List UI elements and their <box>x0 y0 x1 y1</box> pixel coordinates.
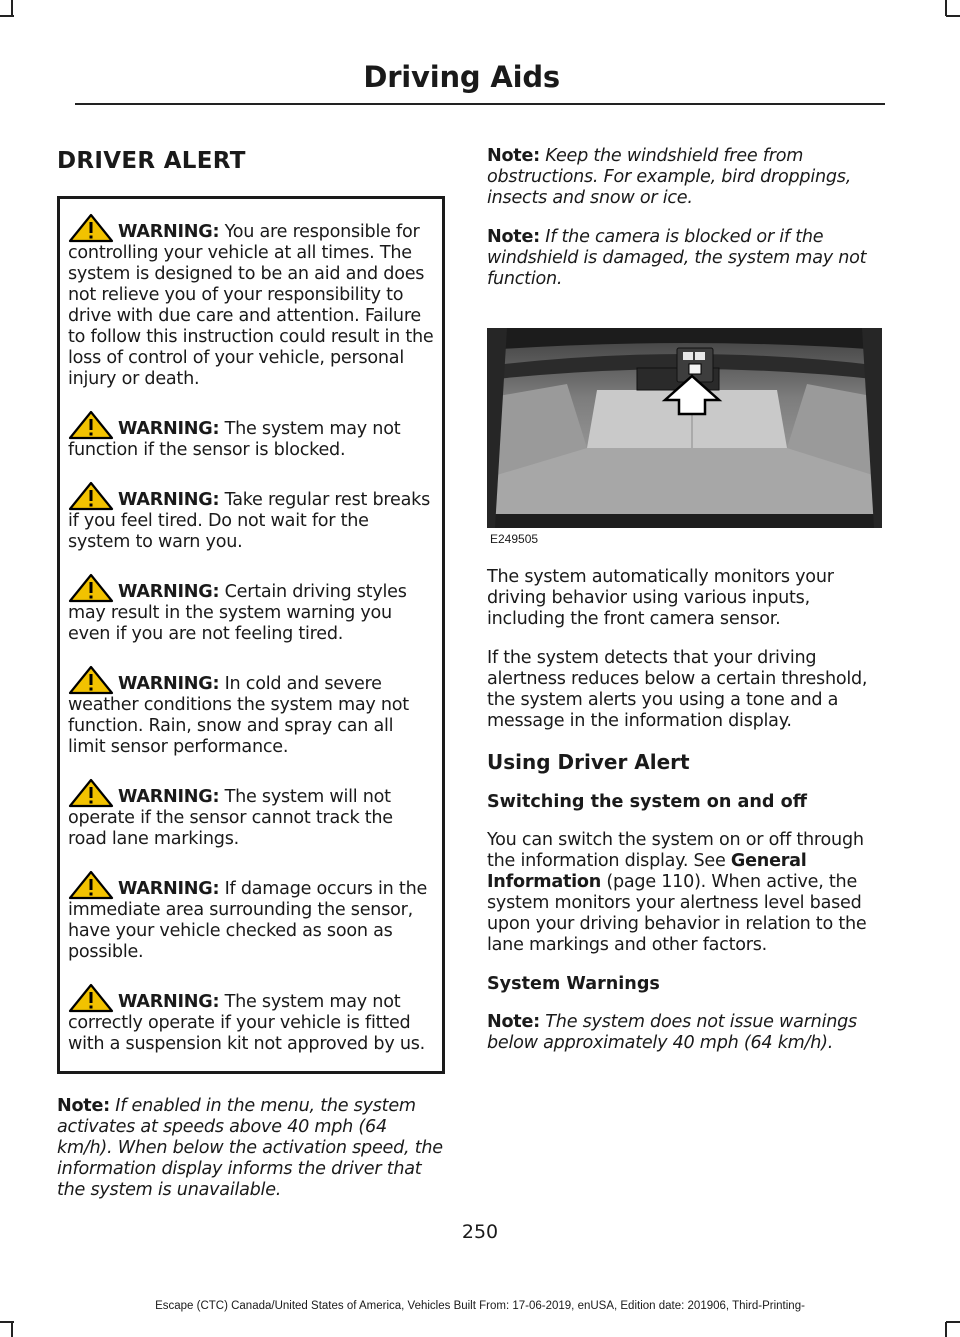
warning-label: WARNING: <box>118 582 220 602</box>
warning-item <box>68 665 434 758</box>
warning-label: WARNING: <box>118 419 220 439</box>
crop-mark <box>0 1321 14 1323</box>
warning-item <box>68 213 434 390</box>
note-text: If enabled in the menu, the system activates at speeds above 40 mph (64 km/h). When below the activation speed, the information display informs the driver that the system is unavailable. <box>57 1096 443 1200</box>
system-description: The system automatically monitors your driving behavior using various inputs, including the front camera sensor. <box>487 567 834 629</box>
warning-label: WARNING: <box>118 222 220 242</box>
warning-item <box>68 778 434 850</box>
crop-mark <box>11 1322 13 1337</box>
general-information-link[interactable]: General Information <box>487 851 807 892</box>
warning-text: In cold and severe weather conditions the system may not function. Rain, snow and spray can all limit sensor performance. <box>68 674 409 757</box>
left-column <box>57 148 445 1219</box>
warning-speed-note <box>487 1012 882 1054</box>
switch-text-a: You can switch the system on or off through the information display. See <box>487 830 864 871</box>
using-heading: Using Driver Alert <box>487 750 690 774</box>
crop-mark <box>0 15 14 17</box>
warning-triangle-icon <box>68 983 114 1013</box>
warning-triangle-icon <box>68 870 114 900</box>
warning-text: You are responsible for controlling your vehicle at all times. The system is designed to be an aid and does not relieve you of your responsibility to drive with due care and attention. Failure to follow this instruction could result in the loss of control of your vehicle, personal injury or death. <box>68 222 434 389</box>
note-label: Note: <box>487 146 540 166</box>
warning-text: Certain driving styles may result in the system warning you even if you are not feeling tired. <box>68 582 407 644</box>
speed-note <box>57 1096 445 1201</box>
windshield-note <box>487 146 882 209</box>
warning-text: Take regular rest breaks if you feel tired. Do not wait for the system to warn you. <box>68 490 430 552</box>
note-text: If the camera is blocked or if the windshield is damaged, the system may not function. <box>487 227 867 289</box>
warning-item <box>68 573 434 645</box>
warning-label: WARNING: <box>118 879 220 899</box>
switch-text-b: (page 110). When active, the system monitors your alertness level based upon your driving behavior in relation to the lane markings and other factors. <box>487 872 867 955</box>
right-column <box>487 146 882 1072</box>
alert-description: If the system detects that your driving alertness reduces below a certain threshold, the system alerts you using a tone and a message in the information display. <box>487 648 868 731</box>
warning-text: If damage occurs in the immediate area surrounding the sensor, have your vehicle checked as soon as possible. <box>68 879 428 962</box>
warning-triangle-icon <box>68 778 114 808</box>
note-text: Keep the windshield free from obstructions. For example, bird droppings, insects and snow or ice. <box>487 146 852 208</box>
switch-heading: Switching the system on and off <box>487 792 807 812</box>
warning-label: WARNING: <box>118 992 220 1012</box>
warning-label: WARNING: <box>118 490 220 510</box>
warning-text: The system will not operate if the sensor cannot track the road lane markings. <box>68 787 393 849</box>
crop-mark <box>945 1322 947 1337</box>
footer-text: Escape (CTC) Canada/United States of America, Vehicles Built From: 17-06-2019, enUSA, Edition date: 201906, Third-Printing- <box>155 1300 805 1312</box>
warning-item <box>68 410 434 461</box>
warning-item <box>68 870 434 963</box>
page-number: 250 <box>461 1221 499 1243</box>
warning-text: The system may not function if the sensor is blocked. <box>68 419 401 460</box>
warning-triangle-icon <box>68 481 114 511</box>
warning-label: WARNING: <box>118 674 220 694</box>
note-label: Note: <box>487 227 540 247</box>
warning-triangle-icon <box>68 665 114 695</box>
note-text: The system does not issue warnings below approximately 40 mph (64 km/h). <box>487 1012 857 1053</box>
warning-label: WARNING: <box>118 787 220 807</box>
header-divider <box>75 103 885 105</box>
crop-mark <box>945 0 947 16</box>
windshield-camera-illustration <box>487 328 882 553</box>
warnings-box <box>57 196 445 1074</box>
warning-item <box>68 983 434 1055</box>
camera-note <box>487 227 882 290</box>
note-label: Note: <box>487 1012 540 1032</box>
chapter-title: Driving Aids <box>363 60 560 94</box>
crop-mark <box>946 1321 960 1323</box>
camera-photo <box>487 328 882 528</box>
switch-paragraph <box>487 830 882 956</box>
warning-triangle-icon <box>68 213 114 243</box>
crop-mark <box>946 15 960 17</box>
figure-id: E249505 <box>490 532 539 546</box>
warning-triangle-icon <box>68 410 114 440</box>
note-label: Note: <box>57 1096 110 1116</box>
warning-text: The system may not correctly operate if your vehicle is fitted with a suspension kit not approved by us. <box>68 992 426 1054</box>
warning-triangle-icon <box>68 573 114 603</box>
warning-item <box>68 481 434 553</box>
system-warnings-heading: System Warnings <box>487 974 660 994</box>
crop-mark <box>11 0 13 16</box>
section-title: DRIVER ALERT <box>57 148 246 174</box>
